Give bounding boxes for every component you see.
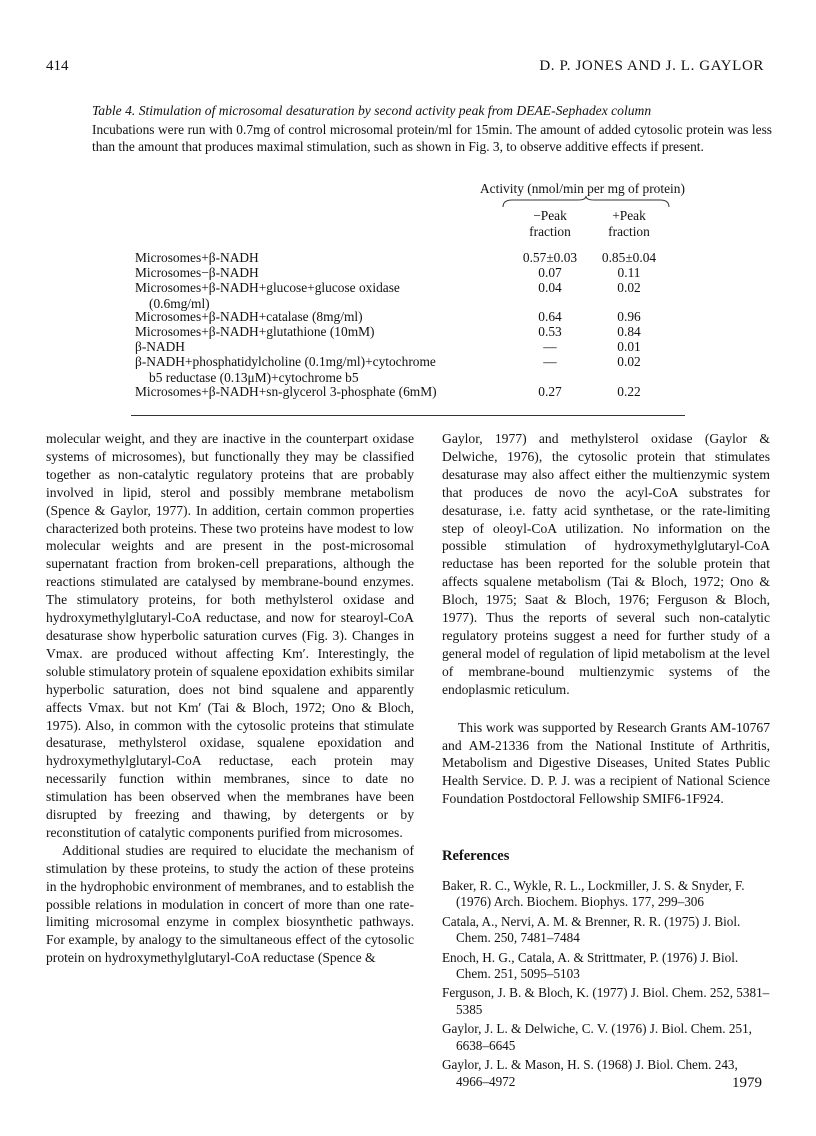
col-header-plus-peak [584, 208, 674, 239]
col-header-minus-line1: −Peak [533, 208, 567, 223]
table-cell-plus: 0.96 [617, 309, 641, 324]
reference-item: Baker, R. C., Wykle, R. L., Lockmiller, J. S. & Snyder, F. (1976) Arch. Biochem. Biophys. 177, 299–306 [442, 878, 745, 910]
column-brace [502, 195, 670, 209]
table-cell-minus: 0.57±0.03 [522, 250, 578, 265]
reference-item: Ferguson, J. B. & Bloch, K. (1977) J. Biol. Chem. 252, 5381–5385 [442, 985, 770, 1017]
table-row-label [135, 354, 436, 385]
table-row-label-line1: Microsomes+β-NADH+glucose+glucose oxidase [135, 280, 400, 295]
running-header-authors: D. P. JONES AND J. L. GAYLOR [539, 58, 764, 74]
footer-year: 1979 [732, 1075, 762, 1091]
reference-item: Catala, A., Nervi, A. M. & Brenner, R. R. (1975) J. Biol. Chem. 250, 7481–7484 [442, 913, 741, 946]
right-column [442, 430, 770, 1093]
body-paragraph: Additional studies are required to elucidate the mechanism of stimulation by these proteins, to study the action of these proteins in the hydrophobic environment of membranes, and to establish the possible relations in modulation in concert of more than one rate-limiting microsomal enzyme in complex biosynthetic pathways. For example, by analogy to the simultaneous effect of the cytosolic protein on hydroxymethylglutaryl-CoA reductase (Spence & [46, 842, 414, 966]
table-cell-plus: 0.84 [617, 324, 641, 339]
table-row-label: Microsomes+β-NADH+sn-glycerol 3-phosphate (6mM) [135, 384, 437, 399]
reference-item: Enoch, H. G., Catala, A. & Strittmater, P. (1976) J. Biol. Chem. 251, 5095–5103 [442, 949, 739, 982]
table-row-label: Microsomes+β-NADH [135, 250, 259, 265]
table-row-label: Microsomes+β-NADH+catalase (8mg/ml) [135, 309, 363, 324]
table-cell-minus: 0.04 [538, 280, 562, 295]
table-row-label: β-NADH [135, 339, 185, 354]
table-row-label-line1: β-NADH+phosphatidylcholine (0.1mg/ml)+cytochrome [135, 354, 436, 369]
table-cell-minus: — [543, 354, 557, 369]
reference-item: Gaylor, J. L. & Mason, H. S. (1968) J. Biol. Chem. 243, 4966–4972 [442, 1057, 738, 1089]
table-cell-minus: 0.07 [538, 265, 562, 280]
references-heading: References [442, 848, 510, 865]
reference-item: Gaylor, J. L. & Delwiche, C. V. (1976) J. Biol. Chem. 251, 6638–6645 [442, 1021, 752, 1053]
table-cell-plus: 0.11 [617, 265, 641, 280]
table-cell-plus: 0.85±0.04 [601, 250, 657, 265]
table-cell-plus: 0.22 [617, 384, 641, 399]
col-header-minus-line2: fraction [529, 223, 571, 239]
table-row-label: Microsomes−β-NADH [135, 265, 259, 280]
table-title: Table 4. Stimulation of microsomal desaturation by second activity peak from DEAE-Sephadex column [92, 103, 652, 118]
table-cell-plus: 0.02 [617, 280, 641, 295]
activity-header: Activity (nmol/min per mg of protein) [480, 181, 685, 196]
table-cell-minus: — [543, 339, 557, 354]
body-paragraph: molecular weight, and they are inactive in the counterpart oxidase systems of microsomes), but functionally they may be classified together as non-catalytic regulatory proteins that are probably involved in lipid, sterol and possibly membrane metabolism (Spence & Gaylor, 1977). In addition, certain common properties characterized both proteins. These two proteins have modest to low molecular weights and are present in the post-microsomal supernatant fraction from broken-cell preparations, although the reactions stimulated are catalysed by membrane-bound enzymes. The stimulatory proteins, for both methylsterol oxidase and hydroxymethylglutaryl-CoA reductase, and now for stearoyl-CoA desaturase show hyperbolic saturation curves (Fig. 3). Changes in Vmax. are produced without affecting Km′. Interestingly, the soluble stimulatory protein of squalene epoxidation exhibits similar hyperbolic saturation, does not bind squalene and apparently affects Vmax. but not Km′ (Tai & Bloch, 1972; Ono & Bloch, 1975). Also, in common with the cytosolic proteins that stimulate desaturase, methylsterol oxidase, squalene epoxidation and hydroxymethylglutaryl-CoA reductase, each protein may necessarily function within membranes, since to date no stimulation has been observed when the membranes have been disrupted by freezing and thawing, by detergents or by reconstitution of catalytic components purified from microsomes. [46, 431, 414, 840]
col-header-plus-line2: fraction [608, 223, 650, 239]
acknowledgement: This work was supported by Research Grants AM-10767 and AM-21336 from the National Institute of Arthritis, Metabolism and Digestive Diseases, United States Public Health Service. D. P. J. was a recipient of National Science Foundation Postdoctoral Fellowship SMIF6-1F924. [442, 719, 770, 807]
col-header-minus-peak [505, 208, 595, 239]
table-cell-minus: 0.53 [538, 324, 562, 339]
table-bottom-rule [131, 415, 685, 416]
table-cell-plus: 0.01 [617, 339, 641, 354]
col-header-plus-line1: +Peak [612, 208, 646, 223]
table-cell-minus: 0.27 [538, 384, 562, 399]
body-paragraph: Gaylor, 1977) and methylsterol oxidase (Gaylor & Delwiche, 1976), the cytosolic protein that stimulates desaturase may also affect either the multienzymic system that produces de novo the acyl-CoA substrates for desaturase, i.e. fatty acid synthetase, or the rate-limiting step of oleoyl-CoA utilization. No information on the possible stimulation of hydroxymethylglutaryl-CoA reductase has been reported for the soluble protein that affects squalene metabolism (Tai & Bloch, 1972; Ono & Bloch, 1975; Saat & Bloch, 1976; Ferguson & Bloch, 1977). Thus the reports of several such non-catalytic regulatory proteins suggest a need for further study of a general model of regulation of lipid metabolism at the level of membrane-bound multienzymic systems of the endoplasmic reticulum. [442, 431, 770, 697]
table-row-label [135, 280, 400, 311]
table-row-label-line2: b5 reductase (0.13μM)+cytochrome b5 [149, 369, 359, 385]
table-caption: Incubations were run with 0.7mg of control microsomal protein/ml for 15min. The amount of added cytosolic protein was less than the amount that produces maximal stimulation, such as shown in Fig. 3, to observe additive effects if present. [92, 122, 772, 154]
page-number: 414 [46, 58, 69, 74]
table-cell-minus: 0.64 [538, 309, 562, 324]
table-row-label: Microsomes+β-NADH+glutathione (10mM) [135, 324, 375, 339]
left-column [46, 430, 414, 967]
table-row-label-line2: (0.6mg/ml) [149, 295, 210, 311]
table-cell-plus: 0.02 [617, 354, 641, 369]
